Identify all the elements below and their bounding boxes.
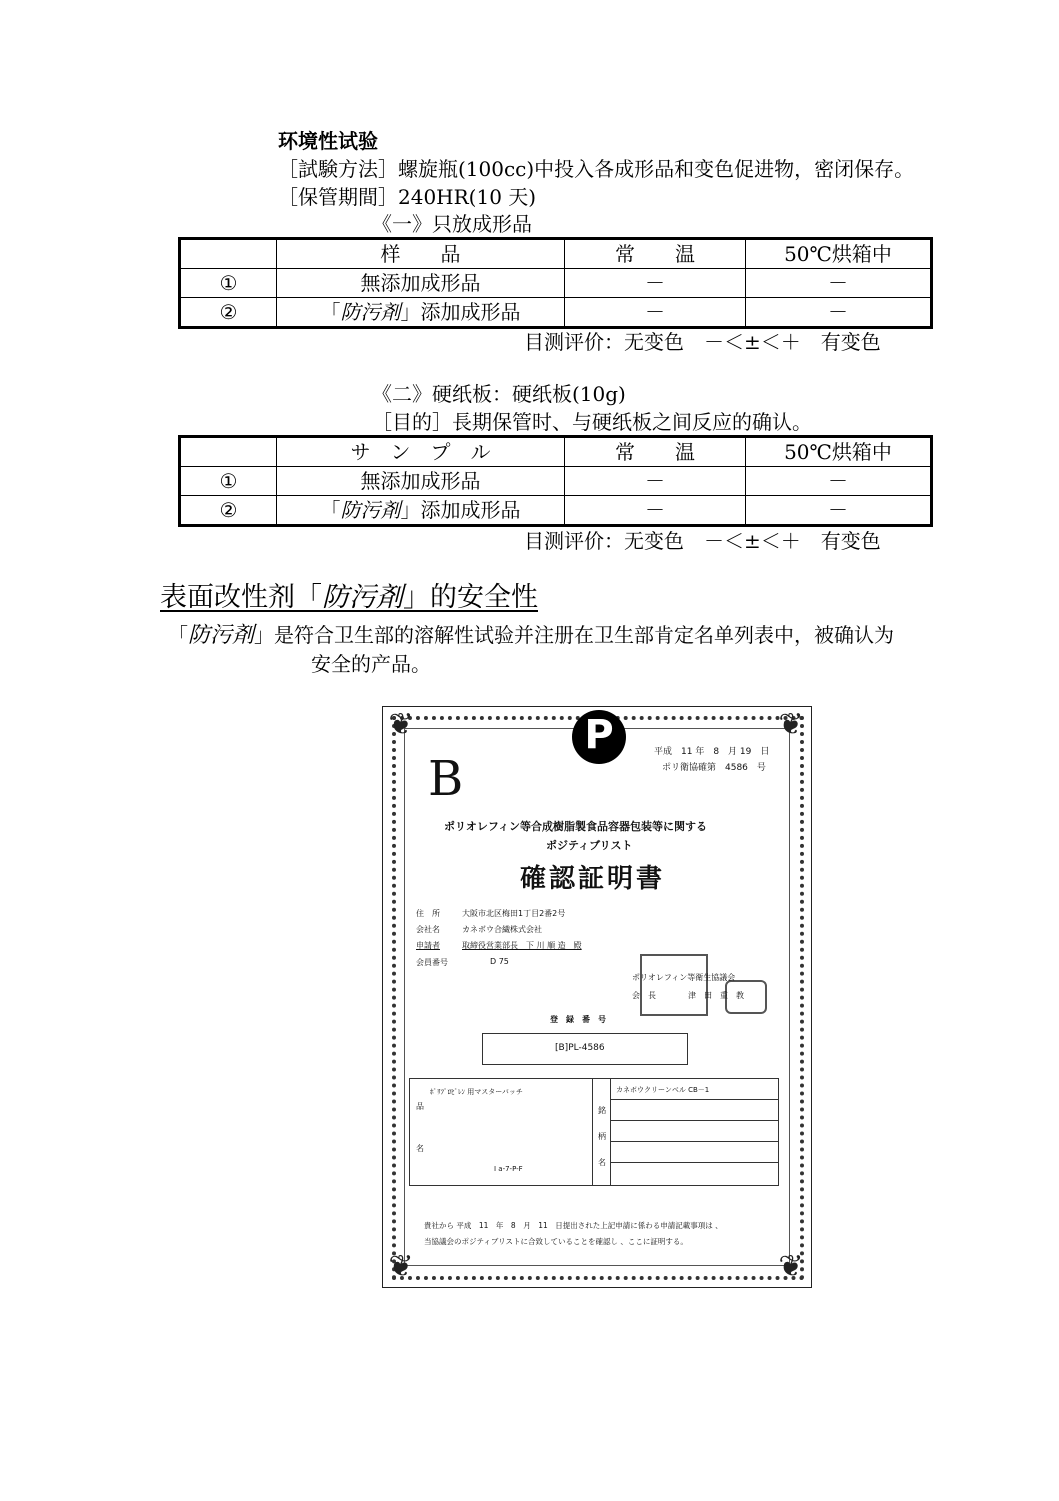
normal-temp-result: － xyxy=(565,269,746,298)
address-label: 住 所 xyxy=(416,909,440,918)
pl-logo-icon: P xyxy=(572,710,626,764)
registration-label: 登 録 番 号 xyxy=(550,1015,606,1024)
sample-name: 無添加成形品 xyxy=(277,467,565,496)
product-label-char: 名 xyxy=(416,1144,424,1153)
issuer-line1: ポリオレフィン等衛生協議会 xyxy=(632,973,736,982)
brand-label-char: 名 xyxy=(598,1158,606,1167)
ornament-corner-icon: ❦ xyxy=(388,1249,414,1284)
header-cell: サ ン プ ル xyxy=(277,437,565,467)
registration-number: [B]PL-4586 xyxy=(555,1043,605,1053)
product-name: ﾎﾟﾘﾌﾟﾛﾋﾟﾚﾝ 用マスターバッチ xyxy=(430,1088,523,1096)
sample-name: 無添加成形品 xyxy=(277,269,565,298)
table-header-row xyxy=(180,239,932,269)
certificate-date: 平成 11 年 8 月 19 日 xyxy=(654,747,770,757)
normal-temp-result: － xyxy=(565,467,746,496)
header-cell xyxy=(180,437,277,467)
brand-label-char: 柄 xyxy=(598,1132,606,1141)
test1-heading: 《一》只放成形品 xyxy=(372,212,532,236)
member-number: D 75 xyxy=(490,957,509,966)
oven-result: － xyxy=(746,467,932,496)
section-title: 环境性试验 xyxy=(278,129,378,153)
header-cell: 样 品 xyxy=(277,239,565,269)
oven-result: － xyxy=(746,496,932,526)
address-value: 大阪市北区梅田1丁目2番2号 xyxy=(462,909,566,918)
table-row xyxy=(180,496,932,526)
oven-result: － xyxy=(746,298,932,328)
header-cell: 常 温 xyxy=(565,239,746,269)
test2-purpose: ［目的］長期保管时、与硬纸板之间反应的确认。 xyxy=(372,410,812,434)
applicant-value: 取締役営業部長 下 川 順 造 殿 xyxy=(462,941,582,950)
row-number: ② xyxy=(180,496,277,526)
applicant-label: 申請者 xyxy=(416,941,440,950)
certificate-subtitle-line2: ポジティブリスト xyxy=(546,839,633,852)
table-row xyxy=(180,467,932,496)
table-header-row xyxy=(180,437,932,467)
issuer-line2: 会 長 津 田 重 教 xyxy=(632,991,744,1000)
company-value: カネボウ合繊株式会社 xyxy=(462,925,542,934)
product-box xyxy=(409,1078,779,1186)
brand-label-char: 銘 xyxy=(598,1106,606,1115)
test-method: ［試験方法］螺旋瓶(100cc)中投入各成形品和变色促进物，密闭保存。 xyxy=(278,157,915,181)
test2-table xyxy=(178,435,933,527)
certificate-title: 確認証明書 xyxy=(520,864,666,894)
table-row xyxy=(180,269,932,298)
ornament-corner-icon: ❦ xyxy=(778,707,804,742)
brand-name: カネボウクリーンベル CB－1 xyxy=(616,1086,710,1094)
header-cell: 50℃烘箱中 xyxy=(746,239,932,269)
test1-evaluation-note: 目测评价：无变色 －＜±＜＋ 有变色 xyxy=(524,330,881,354)
normal-temp-result: － xyxy=(565,496,746,526)
certificate-issue-number: ポリ衛協確第 4586 号 xyxy=(662,763,766,773)
test1-table xyxy=(178,237,933,329)
company-label: 会社名 xyxy=(416,925,440,934)
safety-heading: 表面改性剂「防污剤」的安全性 xyxy=(160,582,538,613)
member-label: 会員番号 xyxy=(416,958,448,967)
safety-body-line2: 安全的产品。 xyxy=(311,652,431,676)
safety-body-line1: 「防污剤」是符合卫生部的溶解性试验并注册在卫生部肯定名单列表中，被确认为 xyxy=(168,623,895,648)
header-cell xyxy=(180,239,277,269)
ornament-corner-icon: ❦ xyxy=(388,707,414,742)
row-number: ② xyxy=(180,298,277,328)
certificate-footer-line2: 当協議会のポジティブリストに合致していることを確認し 、ここに証明する。 xyxy=(424,1237,688,1246)
header-cell: 常 温 xyxy=(565,437,746,467)
header-cell: 50℃烘箱中 xyxy=(746,437,932,467)
ornament-corner-icon: ❦ xyxy=(778,1249,804,1284)
product-label-char: 品 xyxy=(416,1102,424,1111)
certificate-subtitle-line1: ポリオレフィン等合成樹脂製食品容器包装等に関する xyxy=(444,820,708,833)
certificate xyxy=(382,706,812,1288)
normal-temp-result: － xyxy=(565,298,746,328)
certificate-footer-line1: 貴社から 平成 11 年 8 月 11 日提出された上記申請に係わる申請記載事項は 、 xyxy=(424,1221,723,1230)
sample-name: 「防污剤」添加成形品 xyxy=(277,298,565,328)
product-code: I a-7-P-F xyxy=(494,1165,523,1173)
row-number: ① xyxy=(180,269,277,298)
seal-stamp xyxy=(640,954,708,1016)
storage-period: ［保管期間］240HR(10 天) xyxy=(278,185,537,209)
certificate-grade: B xyxy=(428,751,464,807)
table-row xyxy=(180,298,932,328)
test2-heading: 《二》硬纸板：硬纸板(10g) xyxy=(372,382,626,406)
row-number: ① xyxy=(180,467,277,496)
registration-box xyxy=(482,1033,688,1065)
oven-result: － xyxy=(746,269,932,298)
test2-evaluation-note: 目测评价：无变色 －＜±＜＋ 有变色 xyxy=(524,529,881,553)
sample-name: 「防污剤」添加成形品 xyxy=(277,496,565,526)
